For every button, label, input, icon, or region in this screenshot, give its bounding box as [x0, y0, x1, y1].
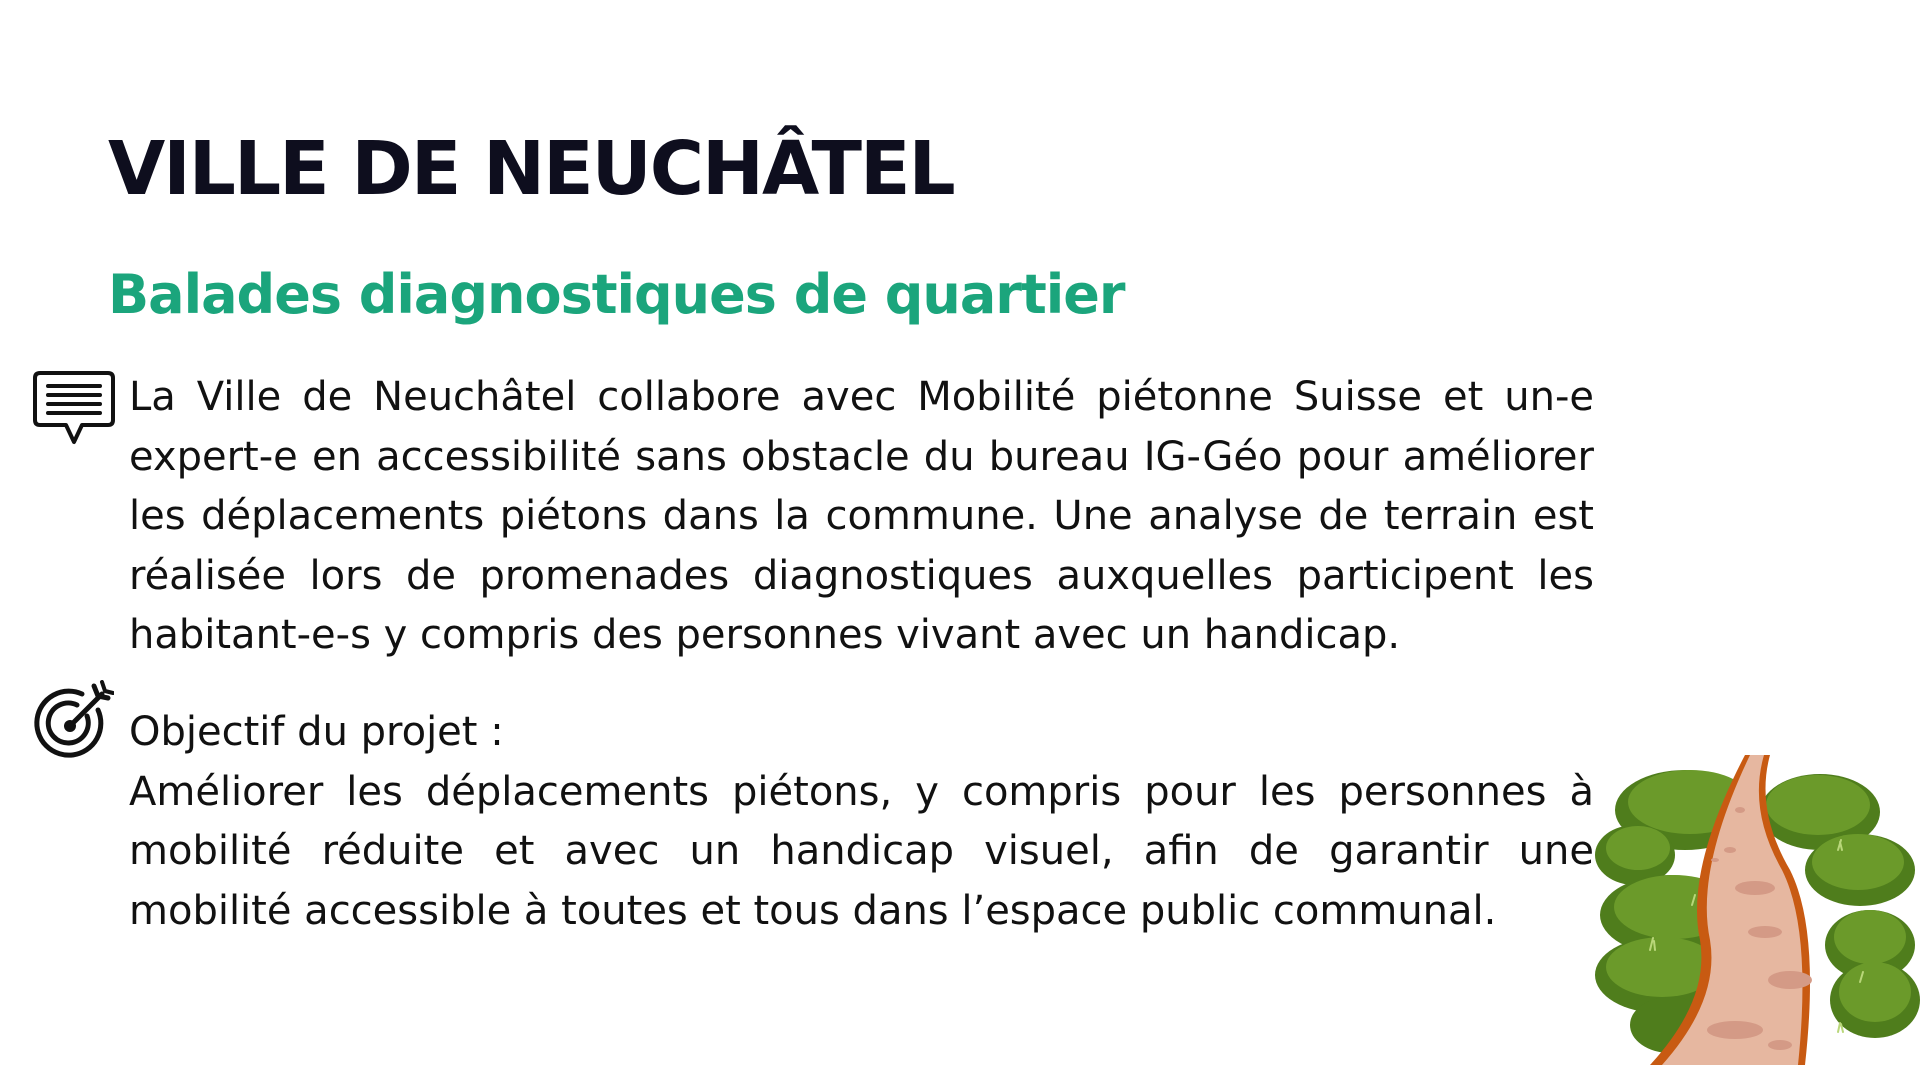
intro-paragraph: La Ville de Neuchâtel collabore avec Mobilité piétonne Suisse et un-e expert-e en accessibilité sans obstacle du bureau IG-Géo pour améliorer les déplacements piétons dans la commune. Une analyse de terrain est réalisée lors de promenades diagnostiques auxquelles participent les habitant-e-s y compris des personnes vivant avec un handicap.: [129, 374, 1594, 658]
speech-bubble-icon: [32, 370, 116, 448]
objective-paragraph: Améliorer les déplacements piétons, y compris pour les personnes à mobilité réduite et avec un handicap visuel, afin de garantir une mobilité accessible à toutes et tous dans l’espace public communal.: [129, 768, 1594, 934]
objective-heading: Objectif du projet :: [129, 709, 504, 755]
objective-block: [129, 703, 1594, 941]
walking-path-illustration: [1590, 750, 1920, 1065]
target-arrow-icon: [32, 680, 114, 762]
page-subtitle: Balades diagnostiques de quartier: [108, 263, 1125, 326]
page-title: VILLE DE NEUCHÂTEL: [108, 126, 954, 212]
